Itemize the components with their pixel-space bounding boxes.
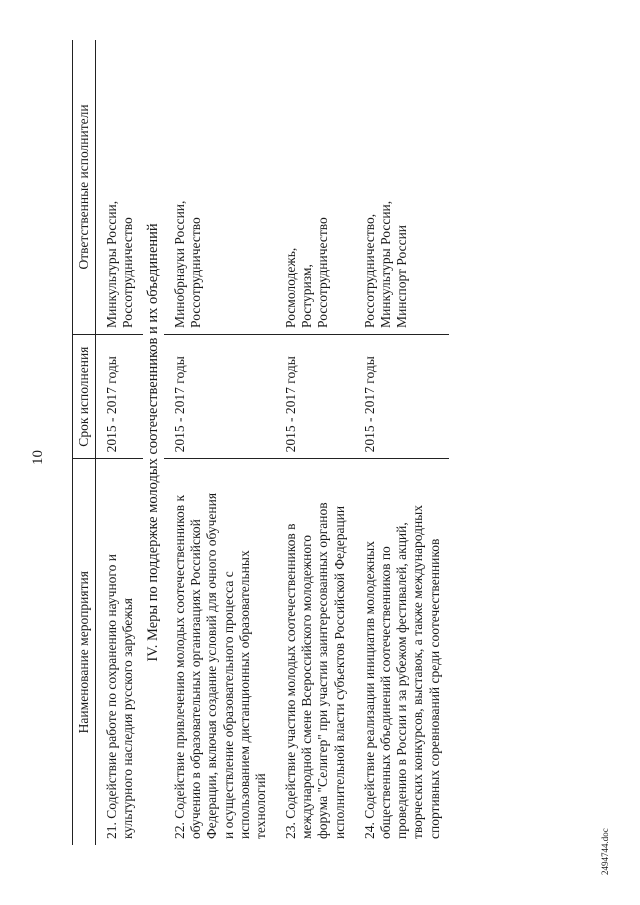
item-executors: Росмолодежь, Ростуризм, Россотрудничество [275,40,354,334]
item-name: 24. Содействие реализации инициатив молодежных общественных объединений соотечественников по проведению в России и за рубежом фестивалей, акций, творческих конкурсов, выставок, а также международных спортивных соревнований среди соотечественников [361,505,442,839]
table-row [354,40,449,845]
section-row [143,40,164,845]
page-number: 10 [30,450,46,465]
table-row [164,40,275,845]
header-executors: Ответственные исполнители [73,40,96,334]
item-term: 2015 - 2017 годы [354,334,449,458]
item-executors: Россотрудничество, Минкультуры России, Минспорт России [354,40,449,334]
table-row [275,40,354,845]
table-row [96,40,143,845]
item-term: 2015 - 2017 годы [164,334,275,458]
item-term: 2015 - 2017 годы [275,334,354,458]
item-term: 2015 - 2017 годы [96,334,143,458]
item-name: 21. Содействие работе по сохранению научного и культурного наследия русского зарубежья [104,554,136,839]
item-name: 22. Содействие привлечению молодых соотечественников к обучению в образовательных организациях Российской Федерации, включая создание условий для очного обучения и осуществление образовательного процесса с использованием дистанционных образовательных технологий [171,492,268,839]
header-term: Срок исполнения [73,334,96,458]
item-executors: Минкультуры России, Россотрудничество [96,40,143,334]
measures-table [72,40,449,845]
item-name: 23. Содействие участию молодых соотечественников в международной смене Всероссийского молодежного форума "Селигер" при участии заинтересованных органов исполнительной власти субъектов Российской Федерации [283,502,347,839]
section-title: IV. Меры по поддержке молодых соотечественников и их объединений [144,223,161,662]
document-file-id: 2494744.doc [600,828,610,875]
header-name: Наименование мероприятия [73,459,96,845]
table-header-row [73,40,96,845]
item-executors: Минобрнауки России, Россотрудничество [164,40,275,334]
